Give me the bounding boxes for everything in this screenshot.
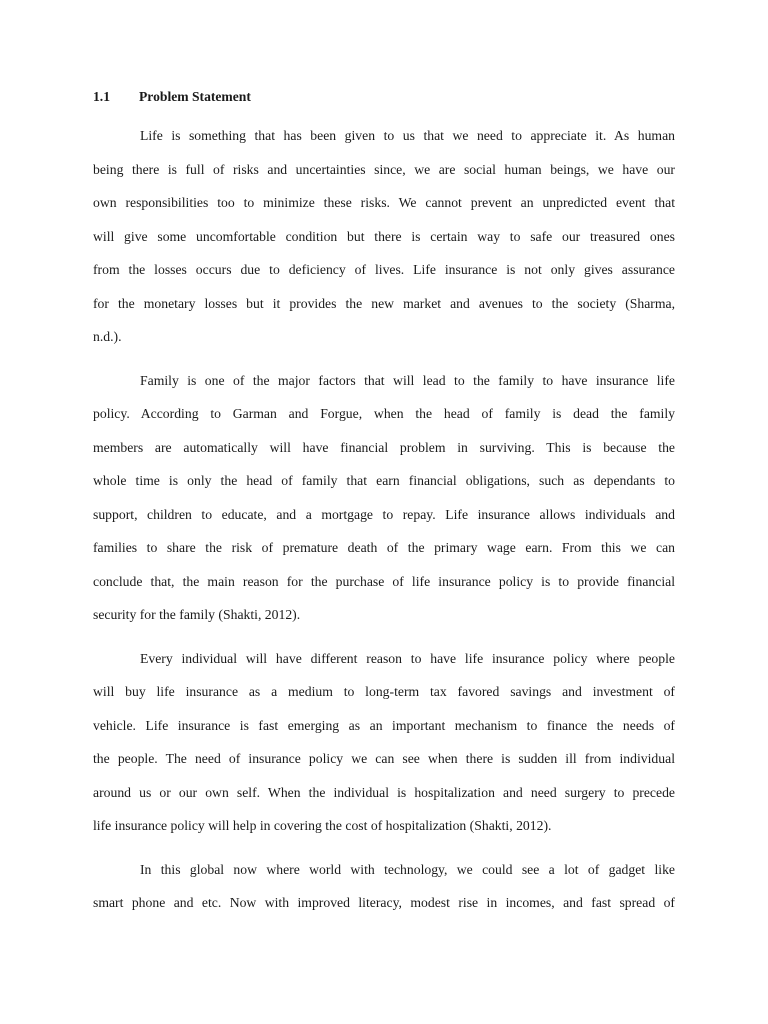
- paragraph-line: conclude that, the main reason for the purchase of life insurance policy is to provide financial: [93, 573, 675, 589]
- paragraph: [93, 119, 675, 354]
- document-page: [93, 84, 675, 930]
- paragraph-line: life insurance policy will help in covering the cost of hospitalization (Shakti, 2012).: [93, 818, 552, 833]
- section-heading: [93, 84, 675, 110]
- paragraph-line: own responsibilities too to minimize these risks. We cannot prevent an unpredicted event that: [93, 195, 675, 210]
- paragraph-line: members are automatically will have financial problem in surviving. This is because the: [93, 439, 675, 455]
- paragraph-line: around us or our own self. When the individual is hospitalization and need surgery to precede: [93, 784, 675, 800]
- paragraph-line: will give some uncomfortable condition but there is certain way to safe our treasured ones: [93, 228, 675, 244]
- paragraph-line: policy. According to Garman and Forgue, when the head of family is dead the family: [93, 406, 675, 421]
- paragraph: [93, 853, 675, 920]
- paragraph-line: Life is something that has been given to us that we need to appreciate it. As human: [140, 128, 675, 143]
- paragraph-line: families to share the risk of premature death of the primary wage earn. From this we can: [93, 540, 675, 555]
- paragraph-line: Every individual will have different reason to have life insurance policy where people: [140, 650, 675, 666]
- paragraph-line: will buy life insurance as a medium to long-term tax favored savings and investment of: [93, 684, 675, 699]
- section-title: Problem Statement: [139, 89, 251, 104]
- paragraph-line: from the losses occurs due to deficiency of lives. Life insurance is not only gives assurance: [93, 262, 675, 277]
- paragraph-line: Family is one of the major factors that will lead to the family to have insurance life: [140, 372, 675, 388]
- paragraph-line: In this global now where world with technology, we could see a lot of gadget like: [140, 861, 675, 877]
- paragraph-line: the people. The need of insurance policy we can see when there is sudden ill from individual: [93, 751, 675, 766]
- paragraph: [93, 642, 675, 843]
- section-number: 1.1: [93, 89, 110, 104]
- paragraph-line: security for the family (Shakti, 2012).: [93, 607, 301, 622]
- paragraph-line: smart phone and etc. Now with improved literacy, modest rise in incomes, and fast spread of: [93, 895, 675, 910]
- paragraph-line: vehicle. Life insurance is fast emerging as an important mechanism to finance the needs of: [93, 717, 675, 733]
- paragraph-line: for the monetary losses but it provides the new market and avenues to the society (Sharma,: [93, 295, 675, 311]
- paragraph-line: whole time is only the head of family that earn financial obligations, such as dependants to: [93, 473, 675, 488]
- body-text: [93, 119, 675, 920]
- paragraph-line: support, children to educate, and a mortgage to repay. Life insurance allows individuals and: [93, 506, 675, 522]
- paragraph: [93, 364, 675, 632]
- paragraph-line: n.d.).: [93, 329, 122, 344]
- paragraph-line: being there is full of risks and uncertainties since, we are social human beings, we have our: [93, 161, 675, 177]
